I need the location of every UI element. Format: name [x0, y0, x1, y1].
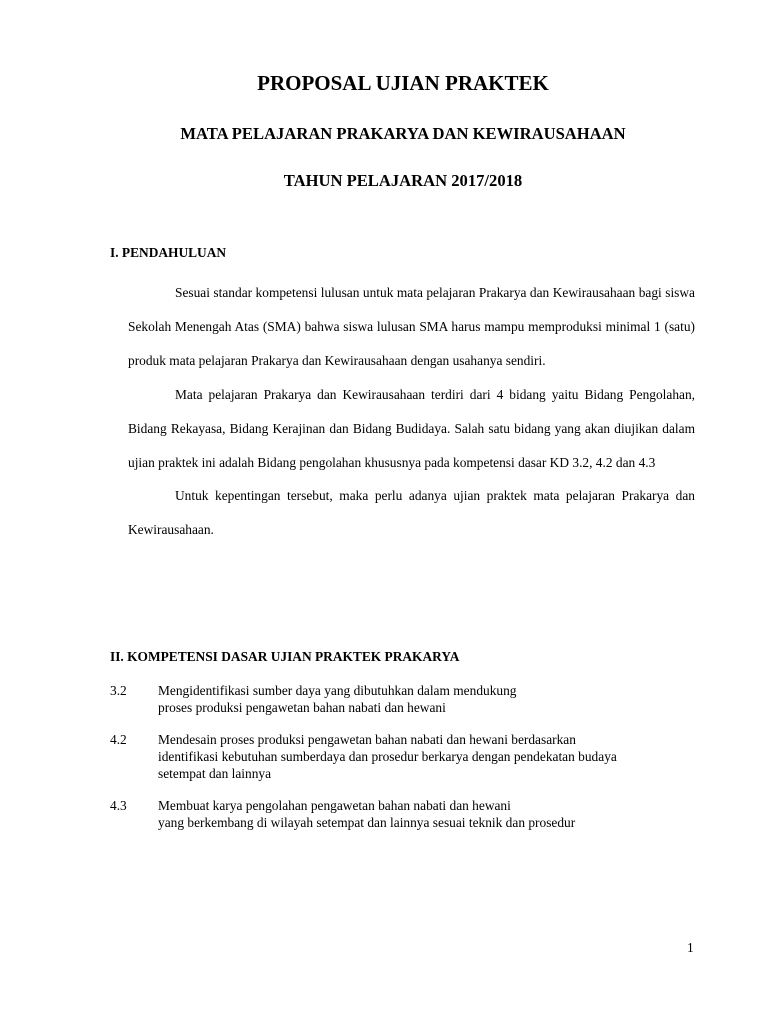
paragraph: Sesuai standar kompetensi lulusan untuk mata pelajaran Prakarya dan Kewirausahaan bagi siswa Sekolah Menengah Atas (SMA) bahwa siswa lulusan SMA harus mampu memproduksi minimal 1 (satu) produk mata pelajaran Prakarya dan Kewirausahaan dengan usahanya sendiri.	[128, 285, 695, 368]
kd-item	[110, 731, 710, 782]
kd-item	[110, 682, 710, 716]
document-title: PROPOSAL UJIAN PRAKTEK	[257, 71, 549, 95]
page-number: 1	[687, 940, 694, 955]
kd-description	[158, 731, 710, 782]
kd-line: identifikasi kebutuhan sumberdaya dan prosedur berkarya dengan pendekatan budaya	[158, 749, 617, 764]
paragraph: Untuk kepentingan tersebut, maka perlu adanya ujian praktek mata pelajaran Prakarya dan Kewirausahaan.	[128, 488, 695, 538]
kd-line: setempat dan lainnya	[158, 766, 272, 781]
kd-line: Mendesain proses produksi pengawetan bahan nabati dan hewani berdasarkan	[158, 732, 576, 747]
section-heading-pendahuluan: I. PENDAHULUAN	[110, 245, 227, 260]
kd-line: yang berkembang di wilayah setempat dan lainnya sesuai teknik dan prosedur	[158, 815, 576, 830]
kd-number: 3.2	[110, 683, 127, 698]
section-heading-kompetensi-dasar: II. KOMPETENSI DASAR UJIAN PRAKTEK PRAKARYA	[110, 649, 460, 664]
kd-description	[158, 797, 710, 831]
pendahuluan-body	[128, 276, 695, 547]
kd-number: 4.3	[110, 798, 127, 813]
kd-number: 4.2	[110, 732, 127, 747]
kd-line: Membuat karya pengolahan pengawetan bahan nabati dan hewani	[158, 798, 511, 813]
document-subtitle: MATA PELAJARAN PRAKARYA DAN KEWIRAUSAHAAN	[180, 124, 626, 143]
document-year: TAHUN PELAJARAN 2017/2018	[283, 171, 523, 190]
kd-line: Mengidentifikasi sumber daya yang dibutuhkan dalam mendukung	[158, 683, 517, 698]
kd-item	[110, 797, 710, 831]
paragraph: Mata pelajaran Prakarya dan Kewirausahaan terdiri dari 4 bidang yaitu Bidang Pengolahan, Bidang Rekayasa, Bidang Kerajinan dan Bidang Budidaya. Salah satu bidang yang akan diujikan dalam ujian praktek ini adalah Bidang pengolahan khususnya pada kompetensi dasar KD 3.2, 4.2 dan 4.3	[128, 386, 695, 470]
kd-description	[158, 682, 710, 716]
kd-line: proses produksi pengawetan bahan nabati dan hewani	[158, 700, 446, 715]
